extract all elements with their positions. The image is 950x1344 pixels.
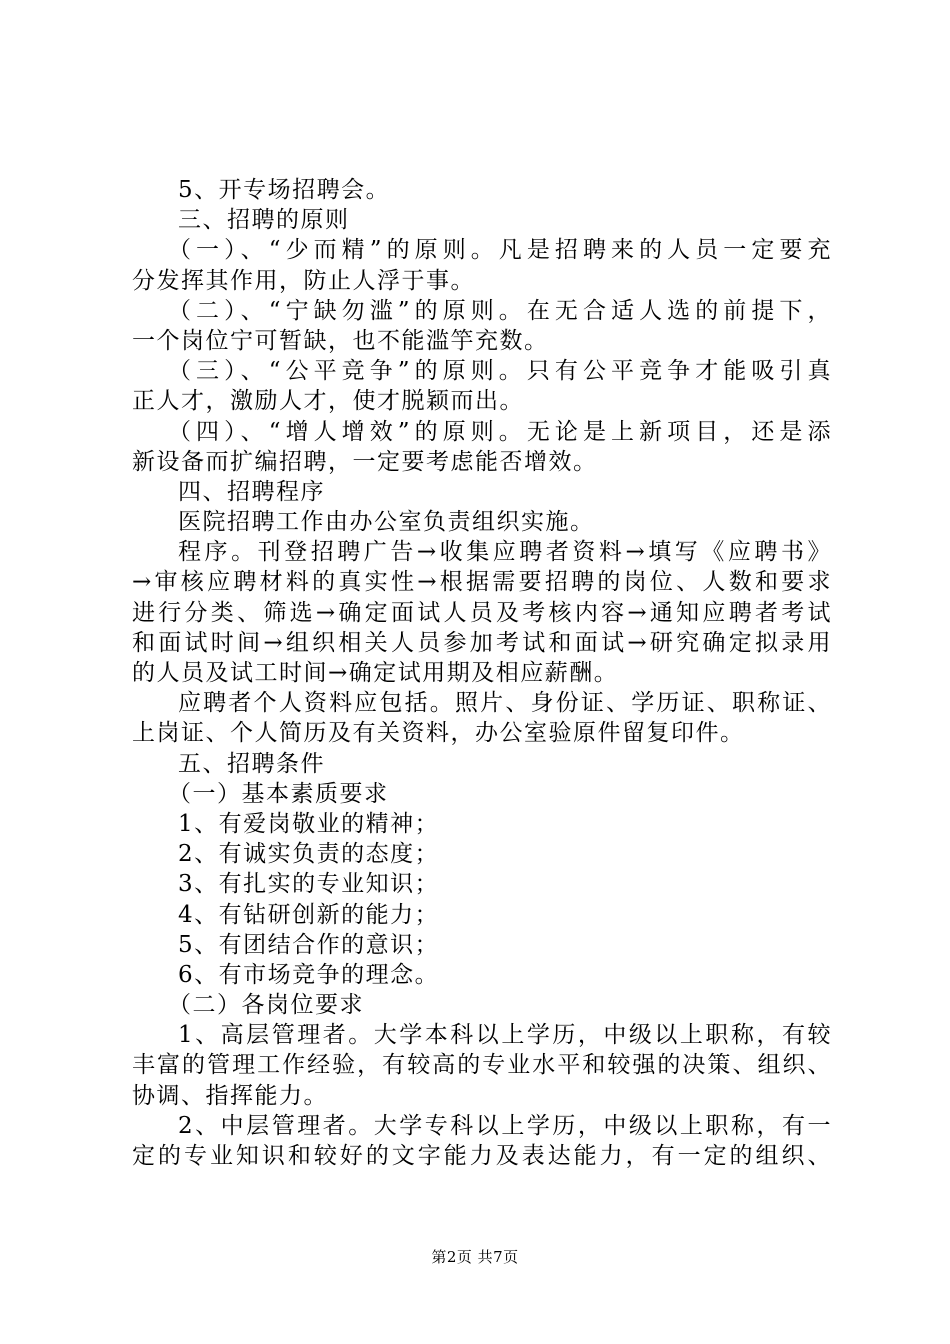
text-line: （四）、“增人增效”的原则。无论是上新项目，还是添 — [168, 418, 832, 445]
text-line: 和面试时间→组织相关人员参加考试和面试→研究确定拟录用 — [132, 629, 832, 656]
section-heading: 三、招聘的原则 — [178, 207, 350, 234]
text-line: （三）、“公平竞争”的原则。只有公平竞争才能吸引真 — [168, 358, 832, 385]
section-heading: 五、招聘条件 — [178, 750, 325, 777]
text-line: 应聘者个人资料应包括。照片、身份证、学历证、职称证、 — [178, 690, 832, 717]
text-line: 5、开专场招聘会。 — [178, 177, 391, 203]
list-item: 2、有诚实负责的态度； — [178, 841, 440, 868]
subsection-heading: （一）基本素质要求 — [168, 780, 389, 807]
text-line: 2、中层管理者。大学专科以上学历，中级以上职称，有一 — [178, 1112, 832, 1139]
text-line: 进行分类、筛选→确定面试人员及考核内容→通知应聘者考试 — [132, 599, 832, 626]
subsection-heading: （二）各岗位要求 — [168, 992, 364, 1019]
text-line: 一个岗位宁可暂缺，也不能滥竽充数。 — [132, 327, 549, 354]
document-body — [132, 175, 832, 1171]
list-item: 3、有扎实的专业知识； — [178, 871, 440, 898]
text-line: 正人才，激励人才，使才脱颖而出。 — [132, 388, 524, 415]
list-item: 1、有爱岗敬业的精神； — [178, 810, 440, 837]
text-line: →审核应聘材料的真实性→根据需要招聘的岗位、人数和要求 — [132, 569, 832, 596]
section-heading: 四、招聘程序 — [178, 478, 325, 505]
text-line: 新设备而扩编招聘，一定要考虑能否增效。 — [132, 448, 598, 475]
text-line: 医院招聘工作由办公室负责组织实施。 — [178, 509, 595, 536]
text-line: （一）、“少而精”的原则。凡是招聘来的人员一定要充 — [168, 237, 832, 264]
list-item: 5、有团结合作的意识； — [178, 931, 440, 958]
text-line: 的人员及试工时间→确定试用期及相应薪酬。 — [132, 660, 619, 686]
page-number-footer: 第2页 共7页 — [431, 1248, 519, 1266]
text-line: 定的专业知识和较好的文字能力及表达能力，有一定的组织、 — [132, 1143, 832, 1169]
text-line: 协调、指挥能力。 — [132, 1082, 328, 1109]
list-item: 6、有市场竞争的理念。 — [178, 961, 440, 988]
text-line: 程序。刊登招聘广告→收集应聘者资料→填写《应聘书》 — [178, 539, 832, 566]
text-line: 丰富的管理工作经验，有较高的专业水平和较强的决策、组织、 — [132, 1052, 832, 1079]
text-line: （二）、“宁缺勿滥”的原则。在无合适人选的前提下， — [168, 297, 832, 324]
text-line: 分发挥其作用，防止人浮于事。 — [132, 267, 475, 294]
list-item: 4、有钻研创新的能力； — [178, 901, 440, 928]
text-line: 1、高层管理者。大学本科以上学历，中级以上职称，有较 — [178, 1022, 832, 1049]
text-line: 上岗证、个人简历及有关资料，办公室验原件留复印件。 — [132, 720, 745, 747]
